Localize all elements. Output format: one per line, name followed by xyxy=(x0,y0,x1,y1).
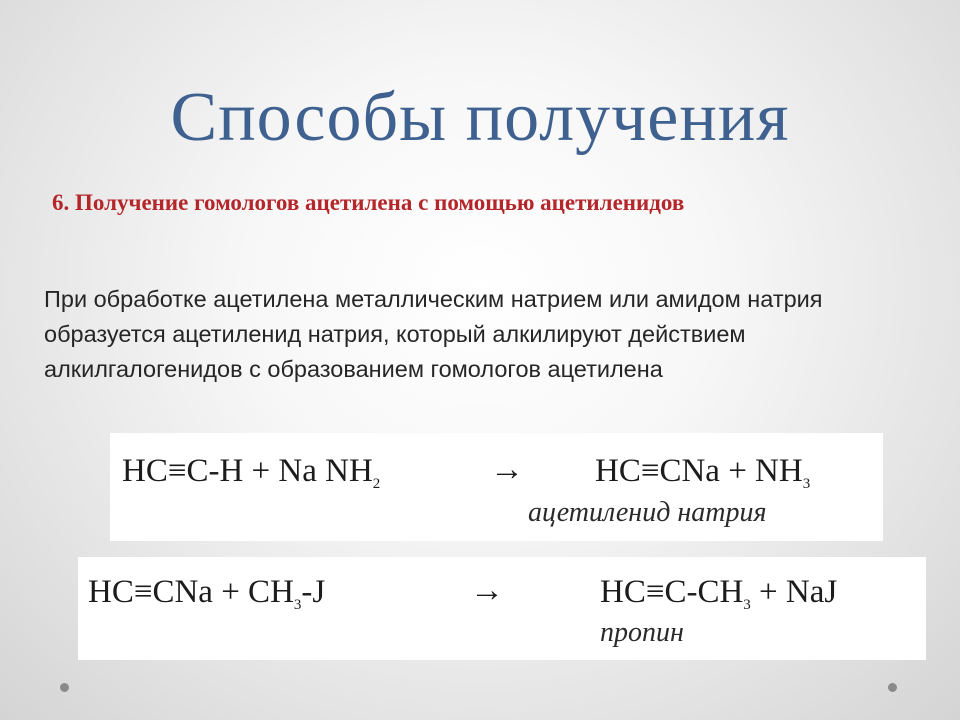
equation-2-products-subscript: 3 xyxy=(743,597,751,613)
equation-2-reactants-subscript: 3 xyxy=(293,597,302,613)
equation-2-reactants-text: HC≡CNa + CH xyxy=(88,574,294,610)
equation-2-reactants-tail: -J xyxy=(301,574,326,610)
equation-2-products xyxy=(600,574,837,614)
equation-box-1 xyxy=(110,433,883,541)
bullet-dot-right xyxy=(888,683,897,692)
equation-1-products xyxy=(595,453,810,493)
equation-1-reactants xyxy=(122,453,380,493)
equation-2-products-tail: + NaJ xyxy=(750,574,838,610)
slide-subtitle: 6. Получение гомологов ацетилена с помощью ацетиленидов xyxy=(52,190,685,215)
equation-2-products-text: HC≡C-CH xyxy=(600,574,744,610)
equation-2-product-label: пропин xyxy=(600,617,684,648)
slide-title: Способы получения xyxy=(170,79,790,156)
equation-1-product-label: ацетиленид натрия xyxy=(528,497,767,528)
equation-1-products-text: HC≡CNa + NH xyxy=(595,453,803,489)
equation-box-2 xyxy=(78,557,926,660)
equation-1-reactants-text: HC≡C-H + Na NH xyxy=(122,453,373,489)
equation-2-reactants xyxy=(88,574,325,614)
bullet-dot-left xyxy=(60,683,69,692)
equation-2-arrow: → xyxy=(470,572,504,609)
slide-body-text: При обработке ацетилена металлическим натрием или амидом натрия образуется ацетиленид натрия, который алкилируют действием алкилгалогенидов с образованием гомологов ацетилена xyxy=(44,286,823,382)
equation-1-reactants-subscript: 2 xyxy=(372,476,381,492)
equation-1-arrow: → xyxy=(490,451,524,488)
equation-1-products-subscript: 3 xyxy=(802,476,811,492)
